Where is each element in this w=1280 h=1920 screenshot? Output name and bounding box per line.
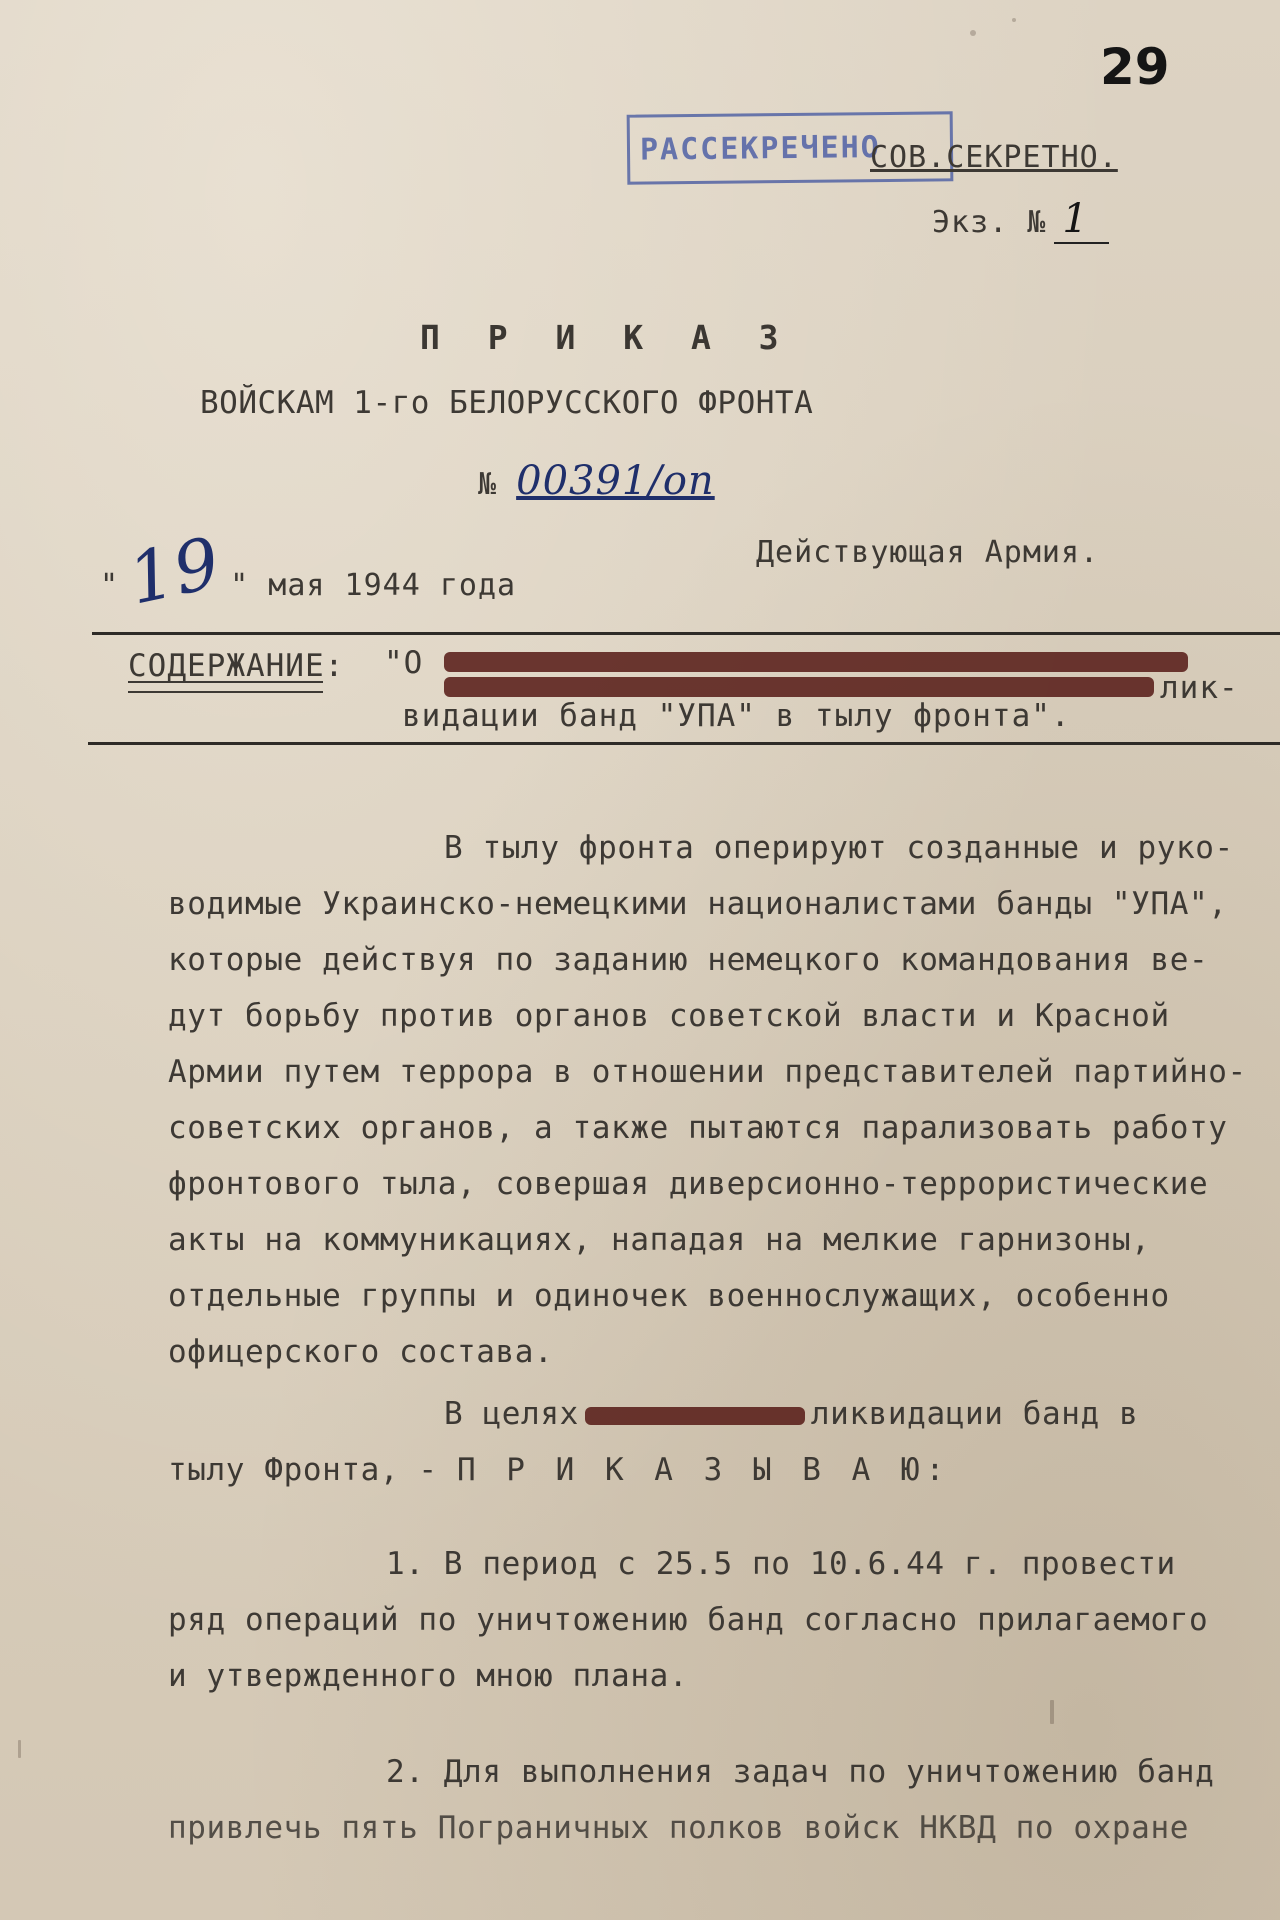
body-line: В тылу фронта оперируют созданные и руко-	[444, 830, 1234, 866]
body-line: фронтового тыла, совершая диверсионно-террористические	[168, 1166, 1209, 1202]
contents-label: СОДЕРЖАНИЕ:	[128, 648, 345, 684]
redaction-strike	[444, 677, 1154, 697]
copy-label: Экз. №	[932, 205, 1047, 240]
declassified-stamp: РАССЕКРЕЧЕНО	[627, 111, 954, 184]
paper-speck	[1050, 1700, 1054, 1724]
contents-quote-start: "О	[384, 645, 424, 681]
body-line: которые действуя по заданию немецкого командования ве-	[168, 942, 1209, 978]
body-line: офицерского состава.	[168, 1334, 554, 1370]
body-line: дут борьбу против органов советской власти и Красной	[168, 998, 1170, 1034]
order-number-prefix: №	[478, 467, 498, 502]
body-line	[168, 1452, 950, 1488]
body-line: акты на коммуникациях, нападая на мелкие гарнизоны,	[168, 1222, 1151, 1258]
copy-number-handwritten: 1	[1054, 196, 1108, 244]
document-subtitle: ВОЙСКАМ 1-го БЕЛОРУССКОГО ФРОНТА	[200, 385, 814, 421]
redaction-strike	[585, 1407, 805, 1425]
body-line: 1. В период с 25.5 по 10.6.44 г. провести	[386, 1546, 1176, 1582]
copy-number-row	[932, 196, 1109, 242]
body-line: отдельные группы и одиночек военнослужащих, особенно	[168, 1278, 1170, 1314]
date-month-year: " мая 1944 года	[230, 568, 517, 603]
date-row	[100, 521, 517, 621]
contents-double-underline	[128, 681, 323, 693]
body-line: и утвержденного мною плана.	[168, 1658, 689, 1694]
paper-speck	[970, 30, 976, 36]
body-line: советских органов, а также пытаются парализовать работу	[168, 1110, 1228, 1146]
location-label: Действующая Армия.	[756, 535, 1100, 570]
paper-speck	[18, 1740, 21, 1758]
paper-speck	[1012, 18, 1016, 22]
redaction-strike	[444, 652, 1188, 672]
document-title: П Р И К А З	[420, 318, 793, 357]
date-day-handwritten: 19	[121, 521, 228, 621]
body-line: 2. Для выполнения задач по уничтожению банд	[386, 1754, 1215, 1790]
body-line: ряд операций по уничтожению банд согласно прилагаемого	[168, 1602, 1209, 1638]
body-line	[444, 1396, 1138, 1432]
date-open-quote: "	[100, 568, 120, 603]
body-line: привлечь пять Пограничных полков войск НКВД по охране	[168, 1810, 1189, 1846]
order-number-row	[478, 458, 715, 504]
body-text: ликвидации банд в	[810, 1396, 1139, 1432]
body-line: Армии путем террора в отношении представителей партийно-	[168, 1054, 1247, 1090]
contents-line2: видации банд "УПА" в тылу фронта".	[402, 698, 1071, 734]
body-text: тылу Фронта, -	[168, 1452, 438, 1488]
body-line: водимые Украинско-немецкими националистами банды "УПА",	[168, 886, 1228, 922]
divider-line	[88, 742, 1280, 745]
body-text: В целях	[444, 1396, 579, 1432]
divider-line	[92, 632, 1280, 635]
command-word: П Р И К А З Ы В А Ю:	[456, 1452, 951, 1488]
order-number-handwritten: 00391/оп	[516, 458, 715, 504]
contents-line1-tail: лик-	[1160, 670, 1239, 706]
page-number: 29	[1100, 38, 1170, 96]
classification-label: СОВ.СЕКРЕТНО.	[870, 140, 1118, 175]
